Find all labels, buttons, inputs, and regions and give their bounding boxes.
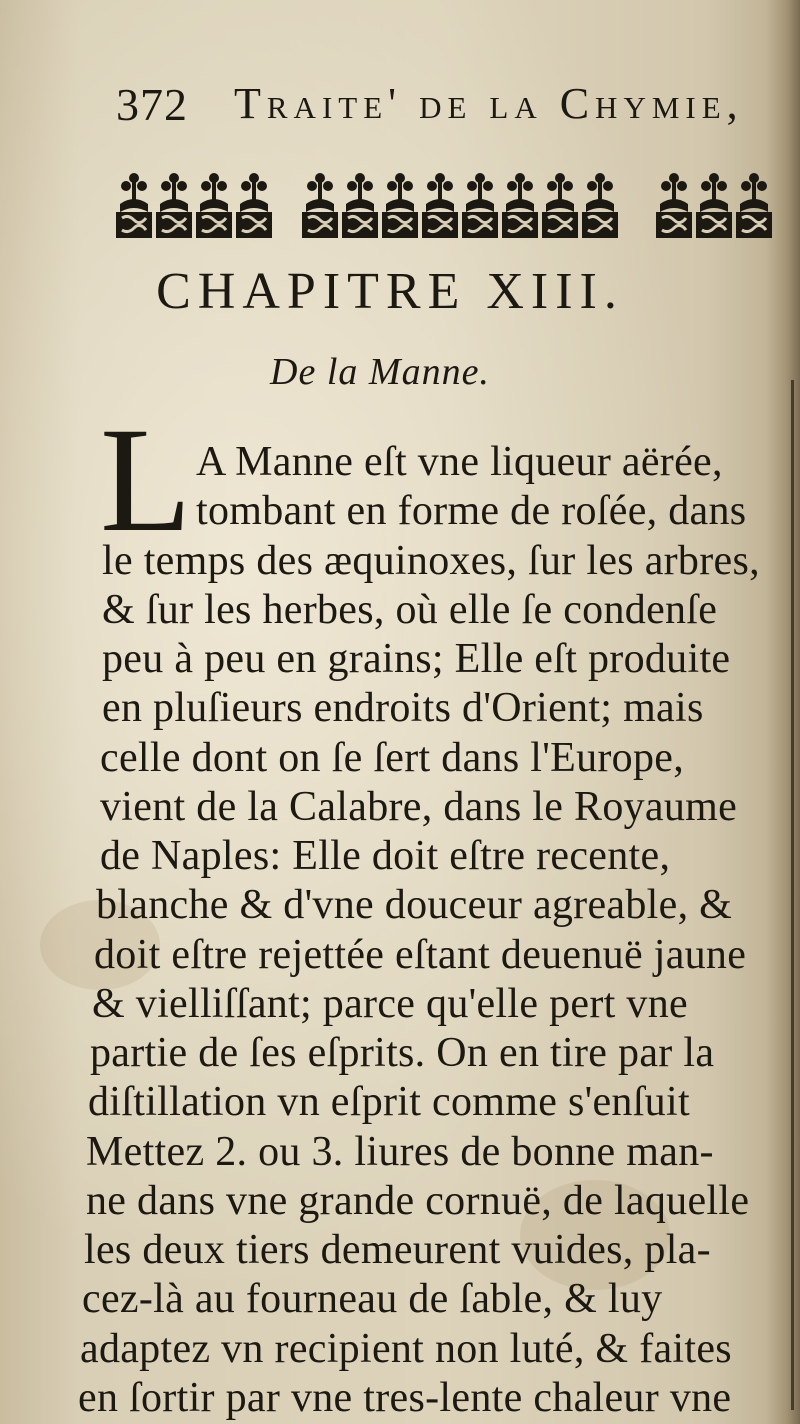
chapter-title: CHAPITRE XIII. [156,263,624,320]
text-line: & ſur les herbes, où elle ſe condenſe [102,587,718,633]
text-line: & vielliſſant; parce qu'elle pert vne [92,981,688,1027]
text-line: blanche & d'vne douceur agreable, & [96,882,733,928]
page-number: 372 [116,79,188,130]
text-line: vient de la Calabre, dans le Royaume [100,784,738,830]
text-line: doit eſtre rejettée eſtant deuenuë jaune [94,932,747,978]
chapter-subtitle: De la Manne. [270,351,490,393]
text-line: de Naples: Elle doit eſtre recente, [100,833,671,879]
page-header [112,78,752,134]
text-line: cez-là au fourneau de ſable, & luy [82,1276,663,1322]
text-line: en pluſieurs endroits d'Orient; mais [102,685,704,731]
gutter-edge-line [791,380,794,1410]
text-line: en ſortir par vne tres-lente chaleur vne [78,1375,732,1421]
text-line: les deux tiers demeurent vuides, pla- [84,1227,711,1273]
text-line: adaptez vn recipient non luté, & faites [80,1326,732,1372]
fleuron-row-icon [114,164,774,242]
text-line: celle dont on ſe ſert dans l'Europe, [100,735,685,781]
text-line: Mettez 2. ou 3. liures de bonne man- [86,1129,714,1175]
text-line: le temps des æquinoxes, ſur les arbres, [102,538,760,584]
drop-cap: L [100,397,192,563]
running-head: Traite' de la Chymie, [234,79,744,128]
text-line: tombant en forme de roſée, dans [196,488,747,534]
text-line: A Manne eſt vne liqueur aërée, [196,439,723,485]
text-line: diſtillation vn eſprit comme s'enſuit [88,1079,690,1125]
text-line: ne dans vne grande cornuë, de laquelle [86,1178,750,1224]
text-line: peu à peu en grains; Elle eſt produite [102,636,731,682]
text-line: partie de ſes eſprits. On en tire par la [90,1030,715,1076]
